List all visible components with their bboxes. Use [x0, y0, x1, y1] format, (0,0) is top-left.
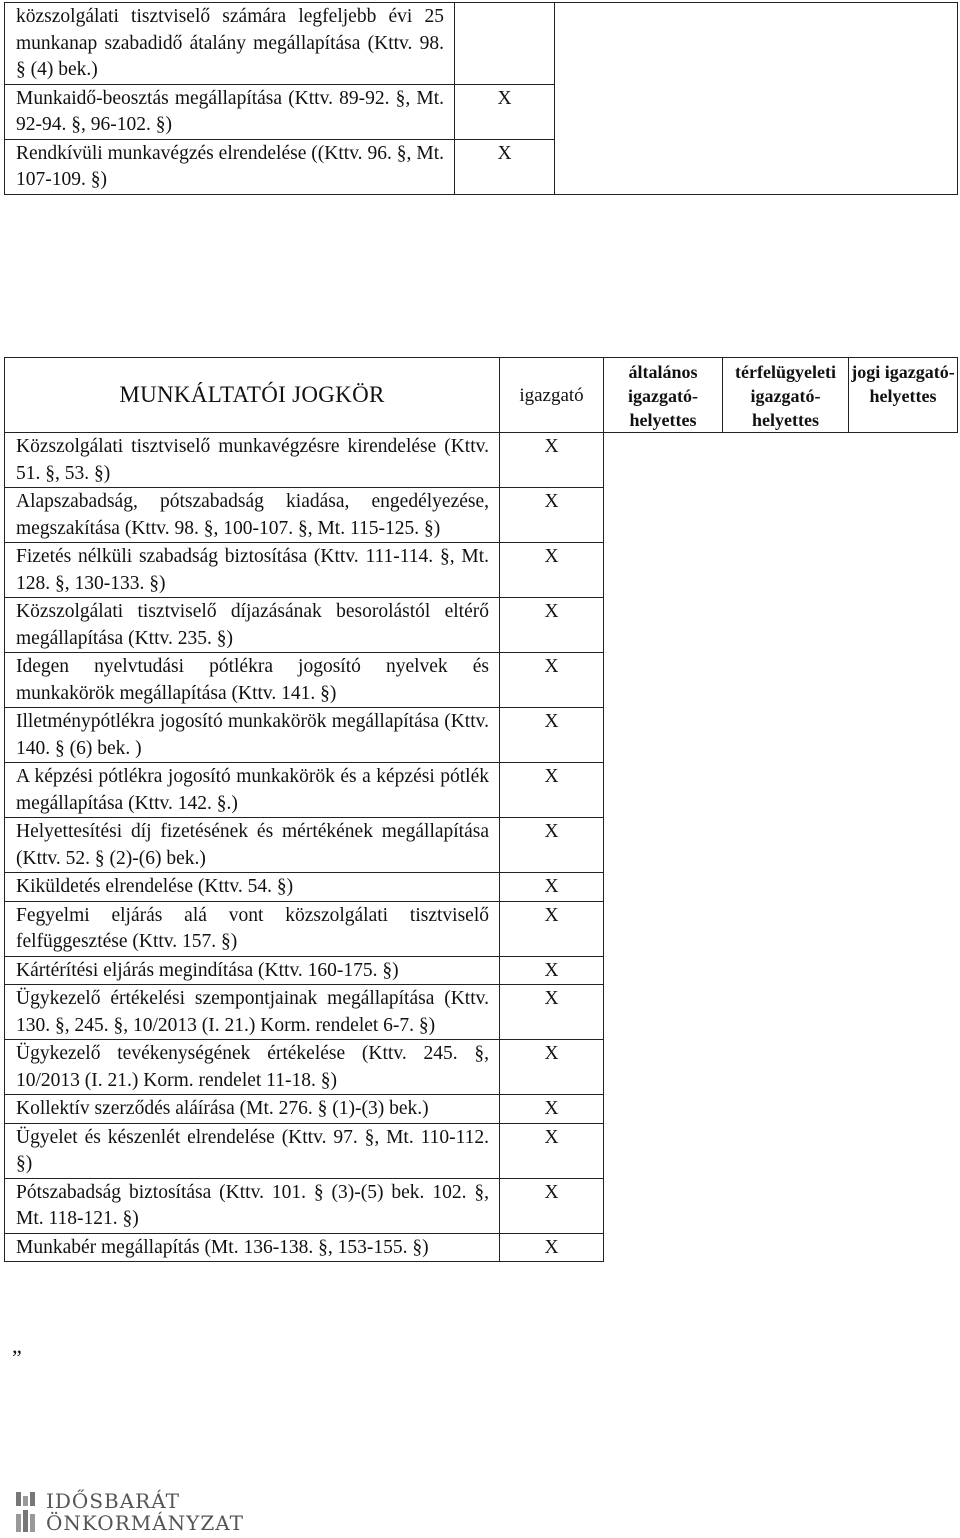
row-mark-igazgato: X: [500, 1095, 604, 1124]
column-header-terfelugyeleti: térfelügyeleti igazgató-helyettes: [723, 358, 849, 433]
row-description: Munkabér megállapítás (Mt. 136-138. §, 153-155. §): [5, 1233, 500, 1262]
row-mark-igazgato: X: [500, 653, 604, 708]
row-description: Ügyelet és készenlét elrendelése (Kttv. 97. §, Mt. 110-112. §): [5, 1123, 500, 1178]
table-row: [5, 433, 958, 488]
logo: [14, 1490, 244, 1534]
table-title: MUNKÁLTATÓI JOGKÖR: [5, 358, 500, 433]
row-mark-igazgato: X: [500, 1123, 604, 1178]
header-row: [5, 358, 958, 433]
row-mark-igazgato: X: [500, 433, 604, 488]
row-description: Közszolgálati tisztviselő díjazásának besorolástól eltérő megállapítása (Kttv. 235. §): [5, 598, 500, 653]
row-description: Fizetés nélküli szabadság biztosítása (Kttv. 111-114. §, Mt. 128. §, 130-133. §): [5, 543, 500, 598]
row-mark: [455, 3, 555, 85]
row-description: Illetménypótlékra jogosító munkakörök megállapítása (Kttv. 140. § (6) bek. ): [5, 708, 500, 763]
row-mark-igazgato: X: [500, 543, 604, 598]
row-mark-igazgato: X: [500, 956, 604, 985]
row-description: Kártérítési eljárás megindítása (Kttv. 160-175. §): [5, 956, 500, 985]
main-table-body: [5, 433, 958, 1262]
logo-line-2: ÖNKORMÁNYZAT: [46, 1511, 244, 1535]
column-header-jogi: jogi igazgató-helyettes: [849, 358, 958, 433]
logo-mark-icon: [14, 1490, 38, 1534]
table-row: [5, 3, 958, 85]
row-description: Munkaidő-beosztás megállapítása (Kttv. 89-92. §, Mt. 92-94. §, 96-102. §): [5, 84, 455, 139]
top-table: [4, 2, 958, 195]
row-mark-igazgato: X: [500, 763, 604, 818]
row-description: közszolgálati tisztviselő számára legfeljebb évi 25 munkanap szabadidő átalány megállapítása (Kttv. 98. § (4) bek.): [5, 3, 455, 85]
column-header-igazgato: igazgató: [500, 358, 604, 433]
row-description: Ügykezelő értékelési szempontjainak megállapítása (Kttv. 130. §, 245. §, 10/2013 (I. 21.) Korm. rendelet 6-7. §): [5, 985, 500, 1040]
row-mark-igazgato: X: [500, 1233, 604, 1262]
row-mark: X: [455, 139, 555, 194]
row-mark: X: [455, 84, 555, 139]
row-mark-igazgato: X: [500, 818, 604, 873]
row-mark-igazgato: X: [500, 708, 604, 763]
row-mark-igazgato: X: [500, 598, 604, 653]
row-mark-igazgato: X: [500, 901, 604, 956]
row-description: Idegen nyelvtudási pótlékra jogosító nyelvek és munkakörök megállapítása (Kttv. 141. §): [5, 653, 500, 708]
row-mark-igazgato: X: [500, 1040, 604, 1095]
row-description: Közszolgálati tisztviselő munkavégzésre kirendelése (Kttv. 51. §, 53. §): [5, 433, 500, 488]
row-description: Helyettesítési díj fizetésének és mértékének megállapítása (Kttv. 52. § (2)-(6) bek.): [5, 818, 500, 873]
logo-line-1: IDŐSBARÁT: [46, 1489, 180, 1513]
column-header-altalanos: általános igazgató-helyettes: [604, 358, 723, 433]
top-table-body: [5, 3, 958, 195]
munkaltatoi-jogkor-table: [4, 357, 958, 1262]
row-description: Ügykezelő tevékenységének értékelése (Kttv. 245. §, 10/2013 (I. 21.) Korm. rendelet 11-18. §): [5, 1040, 500, 1095]
row-description: Alapszabadság, pótszabadság kiadása, engedélyezése, megszakítása (Kttv. 98. §, 100-107. §, Mt. 115-125. §): [5, 488, 500, 543]
row-description: Pótszabadság biztosítása (Kttv. 101. § (3)-(5) bek. 102. §, Mt. 118-121. §): [5, 1178, 500, 1233]
closing-quote: „: [12, 1333, 22, 1358]
row-mark-igazgato: X: [500, 488, 604, 543]
row-description: A képzési pótlékra jogosító munkakörök és a képzési pótlék megállapítása (Kttv. 142. §.): [5, 763, 500, 818]
row-description: Rendkívüli munkavégzés elrendelése ((Kttv. 96. §, Mt. 107-109. §): [5, 139, 455, 194]
row-mark-igazgato: X: [500, 985, 604, 1040]
empty-deputy-cells: [604, 433, 958, 1262]
row-description: Kollektív szerződés aláírása (Mt. 276. § (1)-(3) bek.): [5, 1095, 500, 1124]
row-mark-igazgato: X: [500, 873, 604, 902]
row-description: Kiküldetés elrendelése (Kttv. 54. §): [5, 873, 500, 902]
row-mark-igazgato: X: [500, 1178, 604, 1233]
row-description: Fegyelmi eljárás alá vont közszolgálati tisztviselő felfüggesztése (Kttv. 157. §): [5, 901, 500, 956]
empty-cell: [555, 3, 958, 195]
